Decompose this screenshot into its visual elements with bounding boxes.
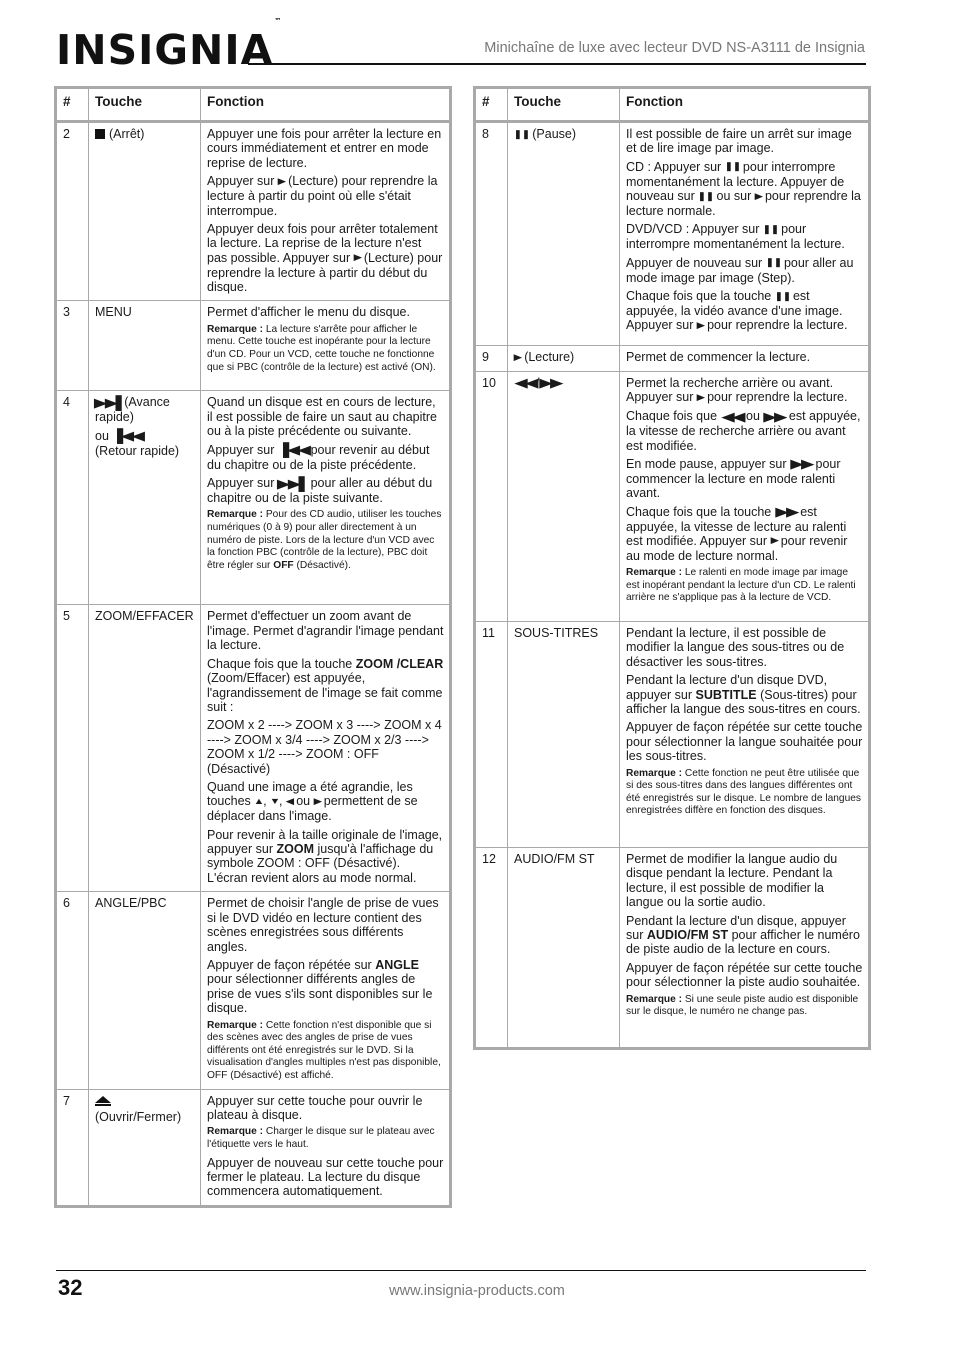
row-key: ◀◀/▶▶ <box>508 371 620 621</box>
play-icon: ▶ <box>513 352 522 363</box>
header-key: Touche <box>508 89 620 122</box>
fast-forward-icon: ▶▶ <box>539 375 562 391</box>
row-key: ❚❚ (Pause) <box>508 122 620 346</box>
row-key: MENU <box>89 301 201 391</box>
page-number: 32 <box>58 1275 83 1300</box>
next-track-icon: ▶▶▌ <box>93 394 126 410</box>
play-icon: ▶ <box>770 536 778 546</box>
table-row <box>476 346 869 372</box>
rewind-icon: ◀◀ <box>720 408 743 424</box>
row-number: 2 <box>57 122 89 301</box>
pause-icon: ❚❚ <box>762 224 779 235</box>
row-function: Appuyer une fois pour arrêter la lecture en cours immédiatement et entrer en mode reprise de lecture. Appuyer sur ▶ (Lecture) pour reprendre la lecture à partir du point où elle s'était interrompue. Appuyer deux fois pour arrêter totalement la lecture. La reprise de la lecture n'est pas possible. Appuyer sur ▶ (Lecture) pour reprendre la lecture à partir du début du disque. <box>201 122 450 301</box>
previous-track-icon: ▐◀◀ <box>111 428 143 444</box>
table-row <box>57 122 450 301</box>
left-arrow-icon: ◀ <box>285 796 294 807</box>
row-function: Permet d'afficher le menu du disque. Remarque : La lecture s'arrête pour afficher le menu. Cette touche est inopérante pour la lecture d'un CD. Pour un VCD, cette touche ne fonctionne que si PBC (contrôle de la lecture) est activé (ON). <box>201 301 450 391</box>
header-func: Fonction <box>620 89 869 122</box>
header-rule <box>248 63 866 65</box>
left-function-table <box>56 88 450 1206</box>
row-function: Permet la recherche arrière ou avant. Appuyer sur ▶ pour reprendre la lecture. Chaque fois que ◀◀ ou ▶▶ est appuyée, la vitesse de recherche arrière ou avant est modifiée. En mode pause, appuyer sur ▶▶ pour commencer la lecture en mode ralenti avant. Chaque fois que la touche ▶▶ est appuyée, la vitesse de lecture au ralenti est modifiée. Appuyer sur ▶ pour revenir au mode de lecture normal. Remarque : Le ralenti en mode image par image est inopérant pendant la lecture d'un CD. Le ralenti arrière ne s'applique pas à la lecture de VCD. <box>620 371 869 621</box>
row-function: Permet d'effectuer un zoom avant de l'image. Permet d'agrandir l'image pendant la lecture. Chaque fois que la touche ZOOM /CLEAR (Zoom/Effacer) est appuyée, l'agrandissement de l'image se fait comme suit : ZOOM x 2 ----> ZOOM x 3 ----> ZOOM x 4 ----> ZOOM x 3/4 ----> ZOOM x 2/3 ----> ZOOM x 1/2 ----> ZOOM : OFF (Désactivé) Quand une image a été agrandie, les touches ▲, ▼, ◀ ou ▶ permettent de se déplacer dans l'image. Pour revenir à la taille originale de l'image, appuyer sur ZOOM jusqu'à l'affichage du symbole ZOOM : OFF (Désactivé). L'écran revient alors au mode normal. <box>201 605 450 892</box>
row-function: Permet de modifier la langue audio du disque pendant la lecture. Pendant la lecture, il est possible de modifier la langue ou la sortie audio. Pendant la lecture d'un disque, appuyer sur AUDIO/FM ST pour afficher le numéro de piste audio de la lecture en cours. Appuyer de façon répétée sur cette touche pour sélectionner la piste audio souhaitée. Remarque : Si une seule piste audio est disponible sur le disque, le numéro ne change pas. <box>620 847 869 1047</box>
row-function: Appuyer sur cette touche pour ouvrir le plateau à disque. Remarque : Charger le disque sur le plateau avec l'étiquette vers le haut. Appuyer de nouveau sur cette touche pour fermer le plateau. La lecture du disque commencera automatiquement. <box>201 1089 450 1205</box>
row-key: ▶▶▌(Avance rapide) ou ▐◀◀ (Retour rapide) <box>89 391 201 605</box>
row-number: 6 <box>57 892 89 1089</box>
page-header-title: Minichaîne de luxe avec lecteur DVD NS-A3111 de Insignia <box>484 40 865 56</box>
row-number: 12 <box>476 847 508 1047</box>
fast-forward-icon: ▶▶ <box>763 408 786 424</box>
table-row <box>476 621 869 847</box>
row-key: (Ouvrir/Fermer) <box>89 1089 201 1205</box>
play-icon: ▶ <box>696 392 704 403</box>
eject-icon <box>95 1096 111 1106</box>
row-key: ▶ (Lecture) <box>508 346 620 372</box>
fast-forward-icon: ▶▶ <box>774 504 797 520</box>
table-header-row <box>57 89 450 122</box>
table-row <box>57 892 450 1089</box>
row-function: Permet de commencer la lecture. <box>620 346 869 372</box>
right-arrow-icon: ▶ <box>313 796 321 807</box>
table-header-row <box>476 89 869 122</box>
header-func: Fonction <box>201 89 450 122</box>
row-function: Pendant la lecture, il est possible de modifier la langue des sous-titres ou de désactiver les sous-titres. Pendant la lecture d'un disque DVD, appuyer sur SUBTITLE (Sous-titres) pour afficher la langue des sous-titres en cours. Appuyer de façon répétée sur cette touche pour sélectionner la langue souhaitée pour les sous-titres. Remarque : Cette fonction ne peut être utilisée que si des sous-titres dans des langues différentes ont été enregistrés sur le disque. Le nombre de langues enregistrées diffère en fonction des disques. <box>620 621 869 847</box>
row-function: Permet de choisir l'angle de prise de vues si le DVD vidéo en lecture contient des scènes enregistrées sous différents angles. Appuyer de façon répétée sur ANGLE pour sélectionner différents angles de prise de vues s'ils sont disponibles sur le disque. Remarque : Cette fonction n'est disponible que si des scènes avec des angles de prise de vues différents ont été enregistrés sur le DVD. Si la visualisation d'angles multiples n'est pas disponible, OFF (Désactivé) est affiché. <box>201 892 450 1089</box>
previous-track-icon: ▐◀◀ <box>276 442 309 458</box>
table-row <box>476 371 869 621</box>
row-key: AUDIO/FM ST <box>508 847 620 1047</box>
insignia-logo: INSIGNIA™ <box>56 17 282 74</box>
table-row <box>476 122 869 346</box>
row-number: 8 <box>476 122 508 346</box>
row-number: 11 <box>476 621 508 847</box>
row-key: ANGLE/PBC <box>89 892 201 1089</box>
pause-icon: ❚❚ <box>723 161 741 172</box>
row-number: 3 <box>57 301 89 391</box>
footer-rule <box>56 1270 866 1271</box>
row-number: 5 <box>57 605 89 892</box>
fast-forward-icon: ▶▶ <box>790 456 812 472</box>
right-function-table <box>475 88 869 1048</box>
row-number: 4 <box>57 391 89 605</box>
row-number: 7 <box>57 1089 89 1205</box>
footer-url: www.insignia-products.com <box>389 1283 565 1299</box>
table-row <box>57 391 450 605</box>
header-num: # <box>57 89 89 122</box>
row-number: 10 <box>476 371 508 621</box>
play-icon: ▶ <box>696 320 704 331</box>
row-key: ZOOM/EFFACER <box>89 605 201 892</box>
table-row <box>57 1089 450 1205</box>
row-function: Quand un disque est en cours de lecture, il est possible de faire un saut au chapitre ou à la piste précédente ou suivante. Appuyer sur ▐◀◀ pour revenir au début du chapitre ou de la piste précédente. Appuyer sur ▶▶▌ pour aller au début du chapitre ou de la piste suivante. Remarque : Pour des CD audio, utiliser les touches numériques (0 à 9) pour aller directement à un numéro de piste. Lors de la lecture d'un VCD avec la fonction PBC (contrôle de la lecture), PBC doit être régler sur OFF (Désactivé). <box>201 391 450 605</box>
header-key: Touche <box>89 89 201 122</box>
row-key: (Arrêt) <box>89 122 201 301</box>
stop-icon <box>95 129 105 139</box>
rewind-icon: ◀◀ <box>514 375 536 391</box>
pause-icon: ❚❚ <box>513 129 530 140</box>
play-icon: ▶ <box>754 191 762 202</box>
up-arrow-icon: ▲ <box>253 796 264 807</box>
table-row <box>476 847 869 1047</box>
table-row <box>57 301 450 391</box>
row-key: SOUS-TITRES <box>508 621 620 847</box>
play-icon: ▶ <box>277 176 285 187</box>
pause-icon: ❚❚ <box>773 291 791 302</box>
row-number: 9 <box>476 346 508 372</box>
pause-icon: ❚❚ <box>764 257 782 268</box>
play-icon: ▶ <box>353 252 361 263</box>
header-num: # <box>476 89 508 122</box>
table-row <box>57 605 450 892</box>
down-arrow-icon: ▼ <box>269 796 280 807</box>
next-track-icon: ▶▶▌ <box>276 475 309 491</box>
pause-icon: ❚❚ <box>697 191 714 202</box>
row-function: Il est possible de faire un arrêt sur image et de lire image par image. CD : Appuyer sur ❚❚ pour interrompre momentanément la lecture. Appuyer de nouveau sur ❚❚ ou sur ▶ pour reprendre la lecture normale. DVD/VCD : Appuyer sur ❚❚ pour interrompre momentanément la lecture. Appuyer de nouveau sur ❚❚ pour aller au mode image par image (Step). Chaque fois que la touche ❚❚ est appuyée, la vidéo avance d'une image. Appuyer sur ▶ pour reprendre la lecture. <box>620 122 869 346</box>
